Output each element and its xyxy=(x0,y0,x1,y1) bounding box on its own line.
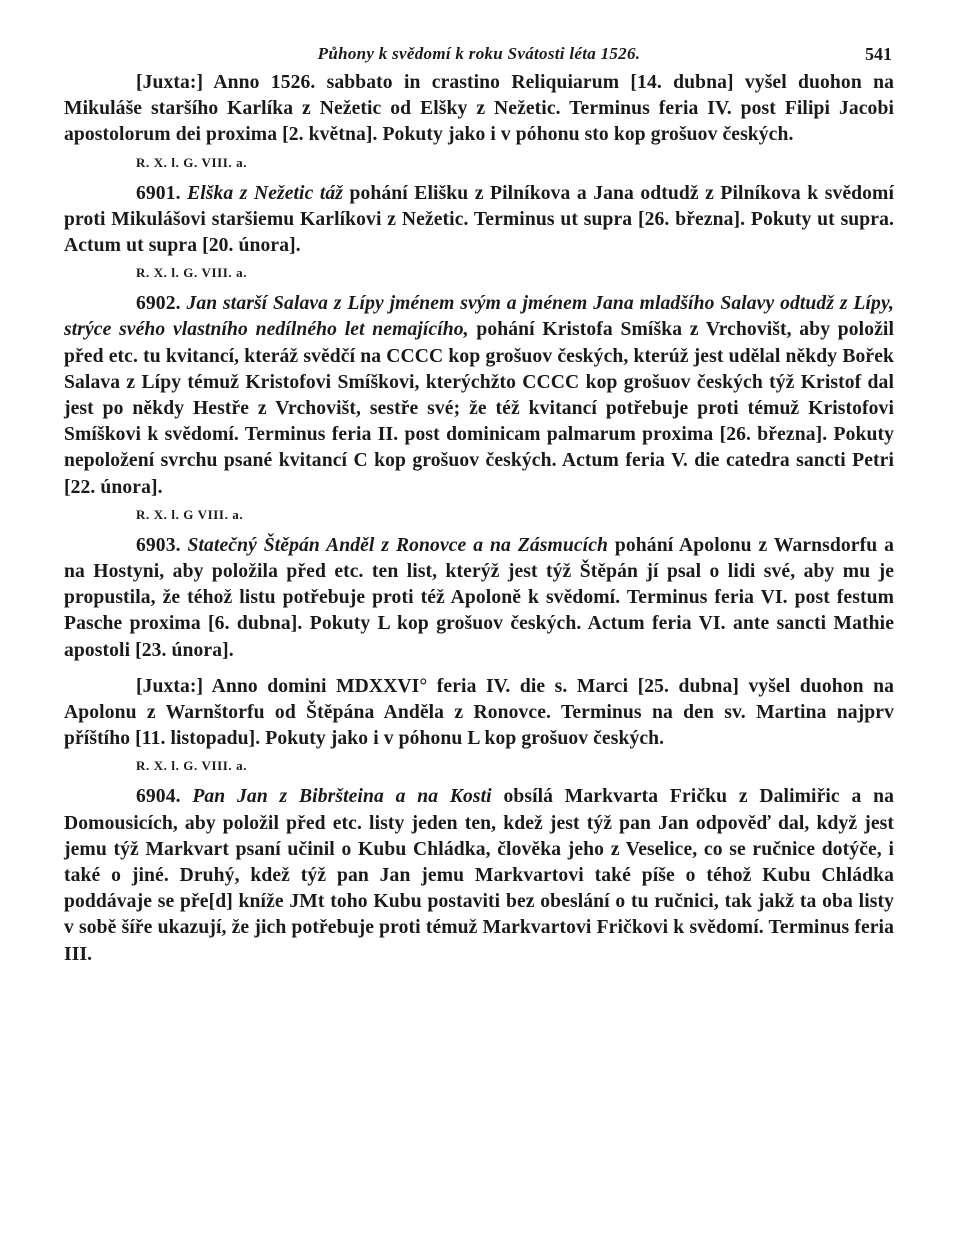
entry-text: pohání Kristofa Smíška z Vrchovišt, aby položil před etc. tu kvitancí, kteráž svědčí na CCCC kop grošuov českých, kterúž jest udělal někdy Bořek Salava z Lípy témuž Kristofovi Smíškovi, kterýchžto CCCC kop grošuov českých týž Kristof dal jest po někdy Hestře z Vrchovišt, sestře své; že též kvitancí potřebuje proti témuž Kristofovi Smíškovi k svědomí. Terminus feria II. post dominicam palmarum proxima [26. března]. Pokuty nepoložení svrchu psané kvitancí C kop grošuov českých. Actum feria V. die catedra sancti Petri [22. února]. xyxy=(64,319,894,498)
juxta-entry xyxy=(64,70,894,149)
entry-6904 xyxy=(64,784,894,967)
page-header xyxy=(64,40,894,70)
page-number: 541 xyxy=(865,44,892,64)
entry-number: 6903. xyxy=(136,534,181,556)
spacer xyxy=(64,664,894,674)
entry-6903 xyxy=(64,533,894,664)
juxta-entry xyxy=(64,674,894,753)
document-page xyxy=(64,40,894,968)
entry-text: [Juxta:] Anno 1526. sabbato in crastino Reliquiarum [14. dubna] vyšel duohon na Mikuláše staršího Karlíka z Nežetic od Elšky z Nežetic. Terminus feria IV. post Filipi Jacobi apostolorum dei proxima [2. května]. Pokuty jako i v póhonu sto kop grošuov českých. xyxy=(64,72,894,146)
entry-text: [Juxta:] Anno domini MDXXVI° feria IV. die s. Marci [25. dubna] vyšel duohon na Apolonu z Warnštorfu od Štěpána Anděla z Ronovce. Terminus na den sv. Martina najprv příštího [11. listopadu]. Pokuty jako i v póhonu L kop grošuov českých. xyxy=(64,675,894,750)
entry-number: 6901. xyxy=(136,182,181,204)
entry-number: 6902. xyxy=(136,293,181,315)
entry-lead-italic: Pan Jan z Bibršteina a na Kosti xyxy=(192,786,492,808)
entry-text: pohání Elišku z Pilníkova a Jana odtudž z Pilníkova k svědomí proti Mikulášovi staršiemu Karlíkovi z Nežetic. Terminus ut supra [26. března]. Pokuty ut supra. Actum ut supra [20. února]. xyxy=(64,182,895,257)
archive-signature: R. X. l. G VIII. a. xyxy=(136,506,244,522)
archive-signature: R. X. l. G. VIII. a. xyxy=(136,154,248,170)
entry-6901 xyxy=(64,181,894,260)
entry-text: obsílá Markvarta Fričku z Dalimiřic a na Domousicích, aby položil před etc. listy jeden ten, kdež jest týž pan Jan odpověď dal, když jest jemu týž Markvart psaní učinil o Kubu Chládka, člověka jeho z Veselice, co se ručnice dotýče, i také o jiné. Druhý, kdež týž pan Jan jemu Markvartovi také píše o téhož Kubu Chládka poddávaje se pře[d] kníže JMt toho Kubu postaviti bez obeslání o tu ručnici, tak jakž ta oba listy v sobě šíře ukazují, že jich potřebuje proti témuž Markvartovi Fričkovi k svědomí. Terminus feria III. xyxy=(64,786,894,965)
entry-lead-italic: Jan starší Salava z Lípy jménem svým a jménem Jana mladšího Salavy odtudž z Lípy, strýce svého vlastního nedílného let nemajícího, xyxy=(64,293,895,341)
entry-lead-italic: Elška z Nežetic táž xyxy=(187,182,344,204)
entry-number: 6904. xyxy=(136,786,181,808)
archive-signature: R. X. l. G. VIII. a. xyxy=(136,758,248,774)
archive-signature: R. X. l. G. VIII. a. xyxy=(136,265,248,281)
entry-6902 xyxy=(64,291,894,501)
running-title: Půhony k svědomí k roku Svátosti léta 1526. xyxy=(317,44,641,63)
entry-lead-italic: Statečný Štěpán Anděl z Ronovce a na Zásmucích xyxy=(187,534,608,556)
entry-text: pohání Apolonu z Warnsdorfu a na Hostyni, aby položila před etc. ten list, kterýž jest týž Štěpán jí psal o lidi své, aby mu je propustila, že téhož listu potřebuje proti též Apoloně k svědomí. Terminus feria VI. post festum Pasche proxima [6. dubna]. Pokuty L kop grošuov českých. Actum feria VI. ante sancti Mathie apostoli [23. února]. xyxy=(64,534,895,661)
